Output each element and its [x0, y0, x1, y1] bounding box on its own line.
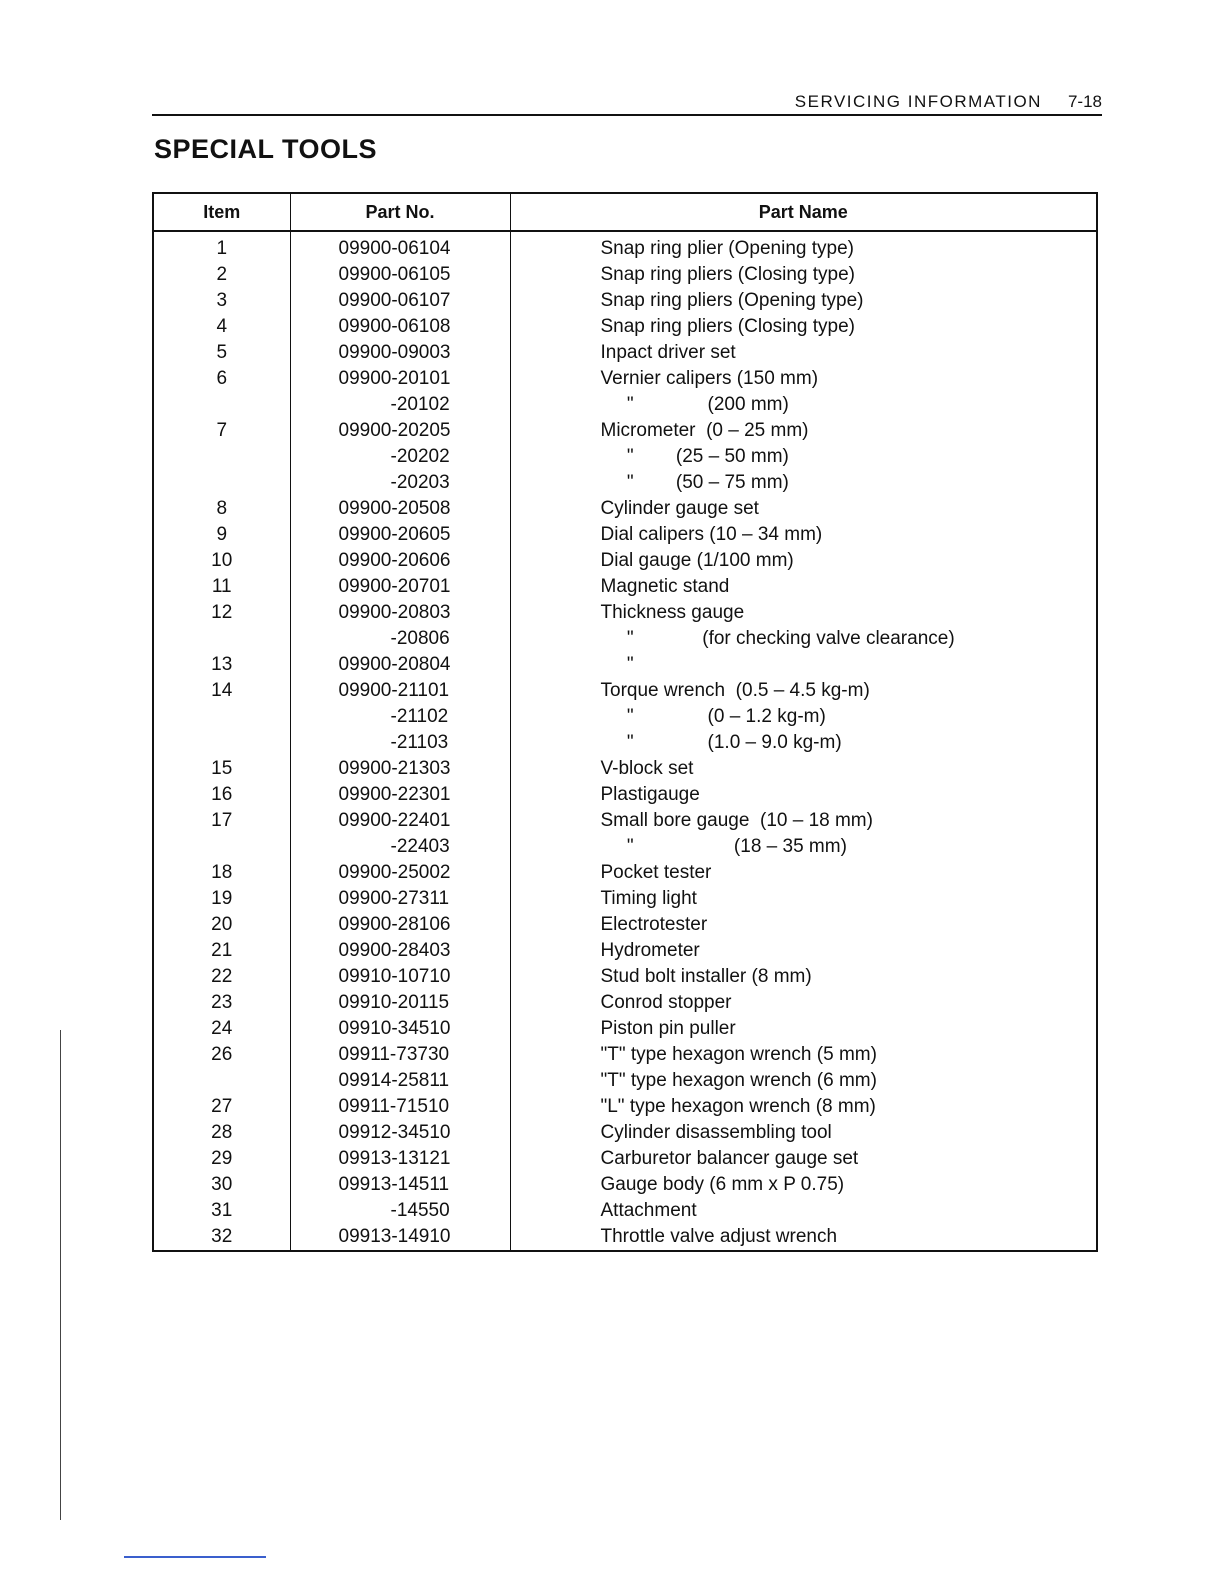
table-row	[153, 808, 1097, 834]
part-no-cell: 09900-06108	[290, 314, 510, 340]
part-name-cell: "L" type hexagon wrench (8 mm)	[600, 1096, 876, 1117]
part-name-cell: Torque wrench (0.5 – 4.5 kg-m)	[600, 680, 870, 701]
table-row	[153, 262, 1097, 288]
table-row	[153, 1172, 1097, 1198]
part-no-cell: 09914-25811	[290, 1068, 510, 1094]
part-name-cell: "T" type hexagon wrench (6 mm)	[600, 1070, 877, 1091]
part-name-cell: Piston pin puller	[600, 1018, 736, 1039]
part-name-cell: Vernier calipers (150 mm)	[600, 368, 819, 389]
special-tools-table	[152, 192, 1098, 1252]
table-row	[153, 1198, 1097, 1224]
item-cell: 11	[153, 574, 290, 600]
section-title: SERVICING INFORMATION	[794, 92, 1042, 111]
table-row	[153, 288, 1097, 314]
item-cell: 10	[153, 548, 290, 574]
part-no-cell: -21102	[290, 704, 510, 730]
table-header-row	[153, 193, 1097, 231]
item-cell: 7	[153, 418, 290, 444]
table-row	[153, 1224, 1097, 1251]
part-name-cell: Magnetic stand	[600, 576, 730, 597]
table-row	[153, 860, 1097, 886]
part-no-cell: -20102	[290, 392, 510, 418]
item-cell: 5	[153, 340, 290, 366]
page-header	[152, 88, 1102, 116]
item-cell: 15	[153, 756, 290, 782]
item-cell: 17	[153, 808, 290, 834]
part-no-cell: 09900-22401	[290, 808, 510, 834]
item-cell: 31	[153, 1198, 290, 1224]
part-name-cell: Stud bolt installer (8 mm)	[600, 966, 812, 987]
part-name-cell: Attachment	[600, 1200, 697, 1221]
part-no-cell: -21103	[290, 730, 510, 756]
table-row	[153, 1016, 1097, 1042]
item-cell: 20	[153, 912, 290, 938]
part-no-cell: 09900-20803	[290, 600, 510, 626]
item-cell: 19	[153, 886, 290, 912]
item-cell: 26	[153, 1042, 290, 1068]
part-name-cell: " (25 – 50 mm)	[600, 446, 789, 467]
table-row	[153, 1068, 1097, 1094]
part-name-cell: V-block set	[600, 758, 694, 779]
part-name-cell: Cylinder gauge set	[600, 498, 759, 519]
item-cell: 23	[153, 990, 290, 1016]
table-row	[153, 574, 1097, 600]
part-no-cell: 09900-28403	[290, 938, 510, 964]
part-name-cell: " (50 – 75 mm)	[600, 472, 789, 493]
item-cell: 21	[153, 938, 290, 964]
page-title: SPECIAL TOOLS	[154, 134, 378, 164]
table-row	[153, 548, 1097, 574]
item-cell: 3	[153, 288, 290, 314]
part-no-cell: 09900-20508	[290, 496, 510, 522]
scan-margin-line	[60, 1030, 61, 1520]
part-name-cell: Thickness gauge	[600, 602, 745, 623]
item-cell: 1	[153, 236, 290, 262]
item-cell	[153, 470, 290, 496]
table-row	[153, 704, 1097, 730]
item-cell	[153, 1068, 290, 1094]
item-cell: 16	[153, 782, 290, 808]
item-cell	[153, 730, 290, 756]
part-name-cell: Throttle valve adjust wrench	[600, 1226, 838, 1247]
part-no-cell: 09900-28106	[290, 912, 510, 938]
item-cell: 29	[153, 1146, 290, 1172]
table-row	[153, 756, 1097, 782]
part-name-cell: Hydrometer	[600, 940, 700, 961]
part-no-cell: 09900-22301	[290, 782, 510, 808]
item-cell: 4	[153, 314, 290, 340]
part-name-cell: Pocket tester	[600, 862, 712, 883]
item-cell: 24	[153, 1016, 290, 1042]
item-cell: 6	[153, 366, 290, 392]
item-cell	[153, 392, 290, 418]
part-no-cell: 09900-20605	[290, 522, 510, 548]
item-cell: 14	[153, 678, 290, 704]
part-no-cell: 09900-09003	[290, 340, 510, 366]
part-name-cell: "	[600, 654, 634, 675]
part-no-cell: 09900-21303	[290, 756, 510, 782]
part-no-cell: 09900-06104	[290, 236, 510, 262]
table-row	[153, 522, 1097, 548]
part-name-cell: "T" type hexagon wrench (5 mm)	[600, 1044, 877, 1065]
table-row	[153, 990, 1097, 1016]
part-name-cell: Snap ring plier (Opening type)	[600, 238, 854, 259]
part-no-cell: 09900-20804	[290, 652, 510, 678]
table-row	[153, 782, 1097, 808]
part-name-cell: " (0 – 1.2 kg-m)	[600, 706, 826, 727]
table-row	[153, 1146, 1097, 1172]
table-row	[153, 938, 1097, 964]
item-cell: 8	[153, 496, 290, 522]
table-row	[153, 1094, 1097, 1120]
part-name-cell: Dial gauge (1/100 mm)	[600, 550, 794, 571]
part-no-cell: 09900-20606	[290, 548, 510, 574]
part-name-cell: Dial calipers (10 – 34 mm)	[600, 524, 823, 545]
table-row	[153, 912, 1097, 938]
item-cell: 12	[153, 600, 290, 626]
item-cell: 32	[153, 1224, 290, 1251]
column-header-item: Item	[153, 193, 290, 231]
part-name-cell: Conrod stopper	[600, 992, 732, 1013]
part-name-cell: Snap ring pliers (Closing type)	[600, 316, 856, 337]
table-row	[153, 314, 1097, 340]
part-no-cell: -20202	[290, 444, 510, 470]
part-no-cell: 09910-10710	[290, 964, 510, 990]
table-row	[153, 496, 1097, 522]
part-no-cell: -20203	[290, 470, 510, 496]
part-no-cell: 09900-06105	[290, 262, 510, 288]
part-name-cell: Electrotester	[600, 914, 708, 935]
table-row	[153, 964, 1097, 990]
table-row	[153, 730, 1097, 756]
table-row	[153, 652, 1097, 678]
part-name-cell: Timing light	[600, 888, 697, 909]
item-cell	[153, 834, 290, 860]
part-no-cell: 09913-14910	[290, 1224, 510, 1251]
part-no-cell: 09900-27311	[290, 886, 510, 912]
part-name-cell: Snap ring pliers (Opening type)	[600, 290, 864, 311]
table-row	[153, 600, 1097, 626]
part-name-cell: " (1.0 – 9.0 kg-m)	[600, 732, 842, 753]
part-name-cell: Cylinder disassembling tool	[600, 1122, 832, 1143]
part-no-cell: 09913-13121	[290, 1146, 510, 1172]
part-no-cell: -22403	[290, 834, 510, 860]
part-name-cell: " (18 – 35 mm)	[600, 836, 847, 857]
part-no-cell: 09900-21101	[290, 678, 510, 704]
part-name-cell: Snap ring pliers (Closing type)	[600, 264, 856, 285]
part-name-cell: Micrometer (0 – 25 mm)	[600, 420, 809, 441]
part-no-cell: 09913-14511	[290, 1172, 510, 1198]
part-no-cell: 09912-34510	[290, 1120, 510, 1146]
item-cell	[153, 704, 290, 730]
table-row	[153, 834, 1097, 860]
item-cell: 2	[153, 262, 290, 288]
table-row	[153, 366, 1097, 392]
part-no-cell: 09900-25002	[290, 860, 510, 886]
table-row	[153, 392, 1097, 418]
table-row	[153, 340, 1097, 366]
part-no-cell: 09900-20101	[290, 366, 510, 392]
part-no-cell: -20806	[290, 626, 510, 652]
part-no-cell: -14550	[290, 1198, 510, 1224]
part-name-cell: " (200 mm)	[600, 394, 789, 415]
part-no-cell: 09910-20115	[290, 990, 510, 1016]
item-cell: 22	[153, 964, 290, 990]
table-body	[153, 231, 1097, 1251]
table-row	[153, 678, 1097, 704]
part-no-cell: 09911-73730	[290, 1042, 510, 1068]
table-row	[153, 236, 1097, 262]
part-name-cell: Small bore gauge (10 – 18 mm)	[600, 810, 873, 831]
part-name-cell: " (for checking valve clearance)	[600, 628, 955, 649]
page-number: 7-18	[1067, 92, 1102, 111]
item-cell: 27	[153, 1094, 290, 1120]
part-name-cell: Gauge body (6 mm x P 0.75)	[600, 1174, 845, 1195]
item-cell: 13	[153, 652, 290, 678]
part-name-cell: Carburetor balancer gauge set	[600, 1148, 859, 1169]
table-row	[153, 1120, 1097, 1146]
table-row	[153, 626, 1097, 652]
table-row	[153, 444, 1097, 470]
part-no-cell: 09900-20701	[290, 574, 510, 600]
column-header-part-no: Part No.	[290, 193, 510, 231]
table-row	[153, 470, 1097, 496]
column-header-part-name: Part Name	[510, 193, 1097, 231]
table-row	[153, 418, 1097, 444]
item-cell	[153, 444, 290, 470]
table-row	[153, 1042, 1097, 1068]
item-cell: 9	[153, 522, 290, 548]
part-no-cell: 09900-20205	[290, 418, 510, 444]
footer-rule	[124, 1556, 266, 1558]
part-no-cell: 09910-34510	[290, 1016, 510, 1042]
part-name-cell: Inpact driver set	[600, 342, 736, 363]
part-no-cell: 09900-06107	[290, 288, 510, 314]
part-no-cell: 09911-71510	[290, 1094, 510, 1120]
table-row	[153, 886, 1097, 912]
item-cell: 28	[153, 1120, 290, 1146]
part-name-cell: Plastigauge	[600, 784, 700, 805]
item-cell: 30	[153, 1172, 290, 1198]
item-cell: 18	[153, 860, 290, 886]
item-cell	[153, 626, 290, 652]
